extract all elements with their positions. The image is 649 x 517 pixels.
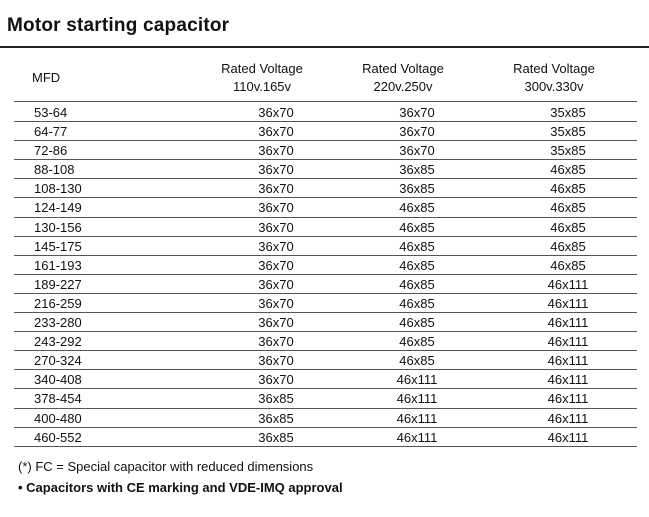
- table-row: [14, 294, 637, 313]
- voltage-110-cell: 36x70: [258, 334, 294, 350]
- table-row: [14, 198, 637, 217]
- voltage-110-cell: 36x70: [258, 105, 294, 120]
- table-row: [14, 275, 637, 294]
- voltage-110-cell: 36x70: [258, 257, 294, 273]
- voltage-300-cell: 46x111: [547, 410, 589, 426]
- voltage-110-cell: 36x85: [258, 429, 294, 445]
- voltage-110-cell: 36x70: [258, 295, 294, 311]
- voltage-220-cell: 46x85: [399, 257, 435, 273]
- header-voltage-300-label: Rated Voltage: [513, 61, 595, 76]
- voltage-300-cell: 46x111: [547, 391, 589, 407]
- voltage-300-cell: 46x111: [547, 295, 589, 311]
- voltage-300-cell: 35x85: [550, 124, 586, 140]
- voltage-300-cell: 46x111: [547, 276, 589, 292]
- voltage-220-cell: 46x111: [396, 391, 438, 407]
- header-voltage-300: [484, 60, 624, 96]
- voltage-300-cell: 46x85: [550, 238, 586, 254]
- voltage-220-cell: 46x85: [399, 238, 435, 254]
- voltage-110-cell: 36x85: [258, 391, 294, 407]
- voltage-300-cell: 46x85: [550, 200, 586, 216]
- voltage-110-cell: 36x70: [258, 238, 294, 254]
- table-row: [14, 313, 637, 332]
- mfd-cell: 216-259: [34, 295, 82, 311]
- header-voltage-300-range: 300v.330v: [524, 79, 584, 94]
- mfd-cell: 72-86: [34, 143, 68, 159]
- voltage-110-cell: 36x70: [258, 315, 294, 331]
- mfd-cell: 88-108: [34, 162, 75, 178]
- header-mfd: MFD: [32, 70, 61, 85]
- header-voltage-220: [333, 60, 473, 96]
- voltage-110-cell: 36x70: [258, 200, 294, 216]
- mfd-cell: 108-130: [34, 181, 82, 197]
- voltage-300-cell: 46x111: [547, 334, 589, 350]
- voltage-300-cell: 46x85: [550, 257, 586, 273]
- voltage-110-cell: 36x70: [258, 219, 294, 235]
- table-row: [14, 428, 637, 447]
- header-voltage-110-range: 110v.165v: [232, 79, 292, 94]
- mfd-cell: 400-480: [34, 410, 82, 426]
- table-row: [14, 103, 637, 122]
- table-row: [14, 141, 637, 160]
- mfd-cell: 189-227: [34, 276, 82, 292]
- mfd-cell: 243-292: [34, 334, 82, 350]
- table-row: [14, 218, 637, 237]
- voltage-110-cell: 36x85: [258, 410, 294, 426]
- mfd-cell: 130-156: [34, 219, 82, 235]
- mfd-cell: 145-175: [34, 238, 82, 254]
- voltage-110-cell: 36x70: [258, 372, 294, 388]
- table-row: [14, 389, 637, 408]
- header-voltage-220-label: Rated Voltage: [362, 61, 444, 76]
- voltage-220-cell: 46x111: [396, 429, 438, 445]
- voltage-300-cell: 35x85: [550, 105, 586, 120]
- title-divider: [0, 46, 649, 48]
- mfd-cell: 340-408: [34, 372, 82, 388]
- header-divider: [14, 101, 637, 102]
- voltage-300-cell: 46x111: [547, 372, 589, 388]
- voltage-220-cell: 36x70: [399, 105, 435, 120]
- header-voltage-110-label: Rated Voltage: [221, 61, 303, 76]
- voltage-300-cell: 46x111: [547, 315, 589, 331]
- voltage-220-cell: 46x85: [399, 315, 435, 331]
- voltage-300-cell: 35x85: [550, 143, 586, 159]
- voltage-220-cell: 36x85: [399, 181, 435, 197]
- voltage-220-cell: 36x70: [399, 124, 435, 140]
- voltage-110-cell: 36x70: [258, 124, 294, 140]
- voltage-300-cell: 46x111: [547, 353, 589, 369]
- mfd-cell: 233-280: [34, 315, 82, 331]
- mfd-cell: 64-77: [34, 124, 68, 140]
- table-row: [14, 351, 637, 370]
- table-row: [14, 160, 637, 179]
- table-row: [14, 332, 637, 351]
- voltage-300-cell: 46x85: [550, 181, 586, 197]
- header-voltage-220-range: 220v.250v: [373, 79, 433, 94]
- capacitor-table-body: [14, 103, 637, 447]
- voltage-220-cell: 46x111: [396, 372, 438, 388]
- voltage-300-cell: 46x85: [550, 162, 586, 178]
- table-row: [14, 179, 637, 198]
- voltage-300-cell: 46x85: [550, 219, 586, 235]
- page-title: Motor starting capacitor: [7, 15, 230, 36]
- table-row: [14, 409, 637, 428]
- voltage-300-cell: 46x111: [547, 429, 589, 445]
- voltage-110-cell: 36x70: [258, 143, 294, 159]
- voltage-220-cell: 46x111: [396, 410, 438, 426]
- voltage-110-cell: 36x70: [258, 353, 294, 369]
- voltage-220-cell: 46x85: [399, 200, 435, 216]
- voltage-220-cell: 46x85: [399, 276, 435, 292]
- mfd-cell: 53-64: [34, 105, 68, 120]
- header-voltage-110: [192, 60, 332, 96]
- voltage-220-cell: 36x70: [399, 143, 435, 159]
- note-fc: (*) FC = Special capacitor with reduced dimensions: [18, 459, 314, 474]
- voltage-220-cell: 46x85: [399, 295, 435, 311]
- table-row: [14, 370, 637, 389]
- voltage-110-cell: 36x70: [258, 162, 294, 178]
- voltage-220-cell: 46x85: [399, 334, 435, 350]
- mfd-cell: 460-552: [34, 429, 82, 445]
- mfd-cell: 378-454: [34, 391, 82, 407]
- mfd-cell: 124-149: [34, 200, 82, 216]
- mfd-cell: 270-324: [34, 353, 82, 369]
- table-row: [14, 256, 637, 275]
- voltage-220-cell: 46x85: [399, 353, 435, 369]
- mfd-cell: 161-193: [34, 257, 82, 273]
- voltage-220-cell: 36x85: [399, 162, 435, 178]
- table-row: [14, 122, 637, 141]
- table-row: [14, 237, 637, 256]
- note-ce-approval: • Capacitors with CE marking and VDE-IMQ approval: [18, 480, 343, 495]
- voltage-110-cell: 36x70: [258, 276, 294, 292]
- voltage-110-cell: 36x70: [258, 181, 294, 197]
- voltage-220-cell: 46x85: [399, 219, 435, 235]
